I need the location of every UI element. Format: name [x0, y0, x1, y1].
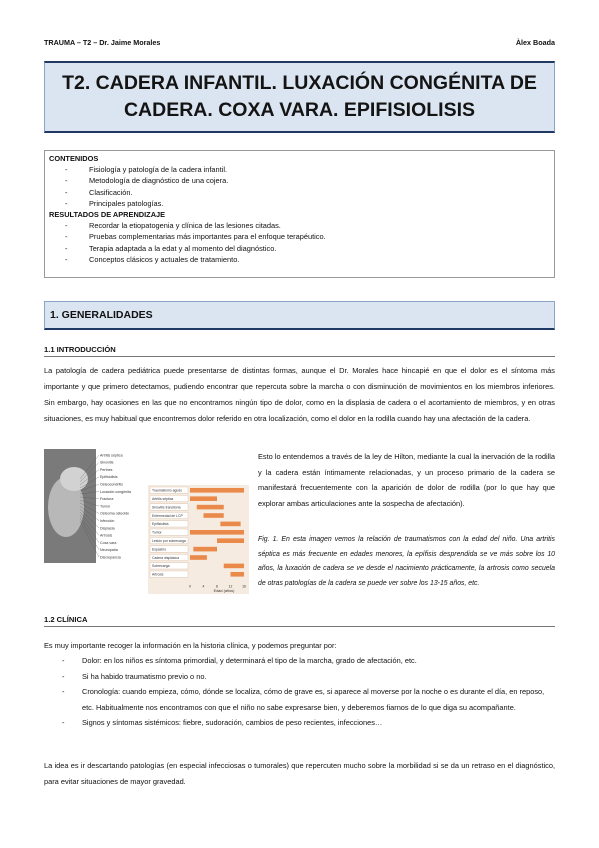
- figure-label: Infección: [100, 519, 115, 523]
- contents-heading: CONTENIDOS: [49, 154, 99, 163]
- figure-label: Coxa vara: [100, 540, 117, 545]
- chart-row-label: Cadera displásica: [152, 555, 179, 560]
- list-item: - Pruebas complementarias más importantes para el enfoque terapéutico.: [65, 231, 550, 242]
- x-tick-label: 16: [242, 584, 246, 589]
- list-item: - Metodología de diagnóstico de una cojera.: [65, 175, 550, 186]
- clinica-intro: Es muy importante recoger la información en la historia clínica, y podemos preguntar por:: [44, 641, 337, 650]
- figure-label: Luxación congénita: [100, 489, 131, 494]
- x-tick-label: 8: [216, 584, 218, 589]
- clinica-block: [44, 638, 555, 730]
- right-labels-group: [150, 487, 188, 577]
- contents-list: [49, 164, 550, 209]
- page-header: [44, 38, 555, 47]
- figure-label: Discrepancia: [100, 555, 121, 560]
- list-item: - Dolor: en los niños es síntoma primordial, y determinará el tipo de la marcha, grado de afectación, etc.: [62, 653, 555, 668]
- figure-label: Osteoma osteoide: [100, 511, 130, 516]
- list-item: - Recordar la etiopatogenia y clínica de las lesiones citadas.: [65, 220, 550, 231]
- figure-label: Perthes: [100, 467, 113, 472]
- outcomes-heading: RESULTADOS DE APRENDIZAJE: [49, 210, 166, 220]
- x-axis-label: Edad (años): [213, 589, 235, 593]
- age-range-bar: [197, 505, 224, 510]
- subsection-heading: 1.2 CLÍNICA: [44, 615, 555, 627]
- list-item: - Clasificación.: [65, 187, 550, 198]
- list-item: - Si ha habido traumatismo previo o no.: [62, 669, 555, 684]
- list-item: - Cronología: cuando empieza, cómo, dónde se localiza, cómo de grave es, si aparece al moverse por la noche o es durante el día, en reposo, etc. Habitualmente nos encontramos con que el niño no sabe expresarse bien, y deberemos fiarnos de lo que diga su acompañante.: [62, 684, 555, 715]
- chart-row-label: Sinovitis transitoria: [152, 505, 181, 510]
- hilton-paragraph: Esto lo entendemos a través de la ley de Hilton, mediante la cual la inervación de la rodilla y la cadera están íntimamente relacionadas, y un proceso primario de la cadera se manifestará frecuentemente con la aparición de dolor de rodilla (por lo que hay que explorar ambas articulaciones ante la sospecha de afectación).: [258, 452, 555, 508]
- list-item: - Terapia adaptada a la edat y al momento del diagnóstico.: [65, 243, 550, 254]
- section-heading: 1. GENERALIDADES: [44, 301, 555, 330]
- figure-label: Artritis séptica: [100, 453, 123, 458]
- chart-row-label: Lesión por sobrecarga: [152, 539, 186, 543]
- age-range-bar: [231, 572, 245, 577]
- age-range-bar: [220, 522, 240, 527]
- age-range-bar: [190, 488, 244, 493]
- chart-row-label: Artrosis: [152, 572, 164, 577]
- x-tick-label: 4: [202, 584, 205, 589]
- list-item: - Signos y síntomas sistémicos: fiebre, sudoración, cambios de peso recientes, infecciones…: [62, 715, 555, 730]
- conclusion-paragraph: La idea es ir descartando patologías (en especial infecciosas o tumorales) que repercuten mucho sobre la morbilidad si se da un retraso en el diagnóstico, para evitar situaciones de mayor gravedad.: [44, 761, 555, 786]
- figure-label: Sinovitis: [100, 460, 114, 465]
- chart-row-label: Espasmo: [152, 547, 167, 552]
- figure-caption: Fig. 1. En esta imagen vemos la relación de traumatismos con la edad del niño. Una artritis séptica es más frecuente en edades menores, la epífisis desprendida se ve más sobre los 10 años, la luxación de cadera se ve desde el nacimiento prácticamente, la artrosis como secuela de otras patologías de la cadera se puede ver sobre los 13-15 años, etc.: [258, 536, 555, 587]
- outcomes-list: [49, 220, 550, 265]
- figure-label: Osteocondritis: [100, 482, 123, 487]
- chart-row-label: Tumor: [152, 530, 162, 535]
- figure-image: [44, 449, 249, 594]
- chart-row-label: Sobrecarga: [152, 564, 170, 569]
- clinica-list: [44, 653, 555, 730]
- figure-label: Artrosis: [100, 533, 113, 538]
- figure-label: Fractura: [100, 497, 114, 502]
- x-tick-label: 0: [189, 584, 191, 589]
- figure-label: Tumor: [100, 504, 111, 509]
- chart-row-label: Epifisiolisis: [152, 522, 169, 527]
- list-item: - Conceptos clásicos y actuales de tratamiento.: [65, 254, 550, 265]
- contents-box: [44, 150, 555, 278]
- age-range-bar: [193, 547, 217, 552]
- chart-row-label: Artritis séptica: [152, 497, 174, 501]
- age-range-bar: [190, 496, 217, 501]
- figure-label: Displasia: [100, 526, 115, 531]
- xray-hip-shape: [60, 467, 88, 491]
- header-right: Àlex Boada: [515, 38, 555, 47]
- document-title: T2. CADERA INFANTIL. LUXACIÓN CONGÉNITA DE CADERA. COXA VARA. EPIFISIOLISIS: [44, 61, 555, 133]
- subsection-heading: 1.1 INTRODUCCIÓN: [44, 345, 555, 357]
- age-range-bar: [224, 564, 244, 569]
- intro-paragraph: La patología de cadera pediátrica puede presentarse de distintas formas, aunque el Dr. Morales hace hincapié en que el dolor es el síntoma más importante y que primero detectamos, pudiendo encontrar que repercuta sobre la marcha o con disminución de movimientos en los miembros inferiores. Sin embargo, hay ocasiones en las que no encontramos ningún tipo de dolor, como en la displasia de cadera o el acortamiento de miembros, y en otras situaciones, es muy habitual que encontremos dolor referido en otra localización, como el dolor en la rodilla cuando hay una afectación de la cadera.: [44, 366, 555, 423]
- chart-row-label: Traumatismo agudo: [152, 488, 183, 493]
- x-tick-label: 12: [228, 584, 233, 589]
- left-labels-group: [100, 453, 131, 559]
- age-range-bar: [190, 555, 207, 560]
- header-left: TRAUMA – T2 – Dr. Jaime Morales: [44, 38, 161, 47]
- chart-row-label: Enfermedad de LCP: [152, 513, 183, 518]
- age-range-bar: [204, 513, 224, 518]
- figure-label: Neuropatía: [100, 548, 118, 553]
- age-range-bar: [217, 538, 244, 543]
- age-range-bar: [190, 530, 244, 535]
- list-item: - Principales patologías.: [65, 198, 550, 209]
- list-item: - Fisiología y patología de la cadera infantil.: [65, 164, 550, 175]
- figure-label: Epifisiolisis: [100, 475, 118, 480]
